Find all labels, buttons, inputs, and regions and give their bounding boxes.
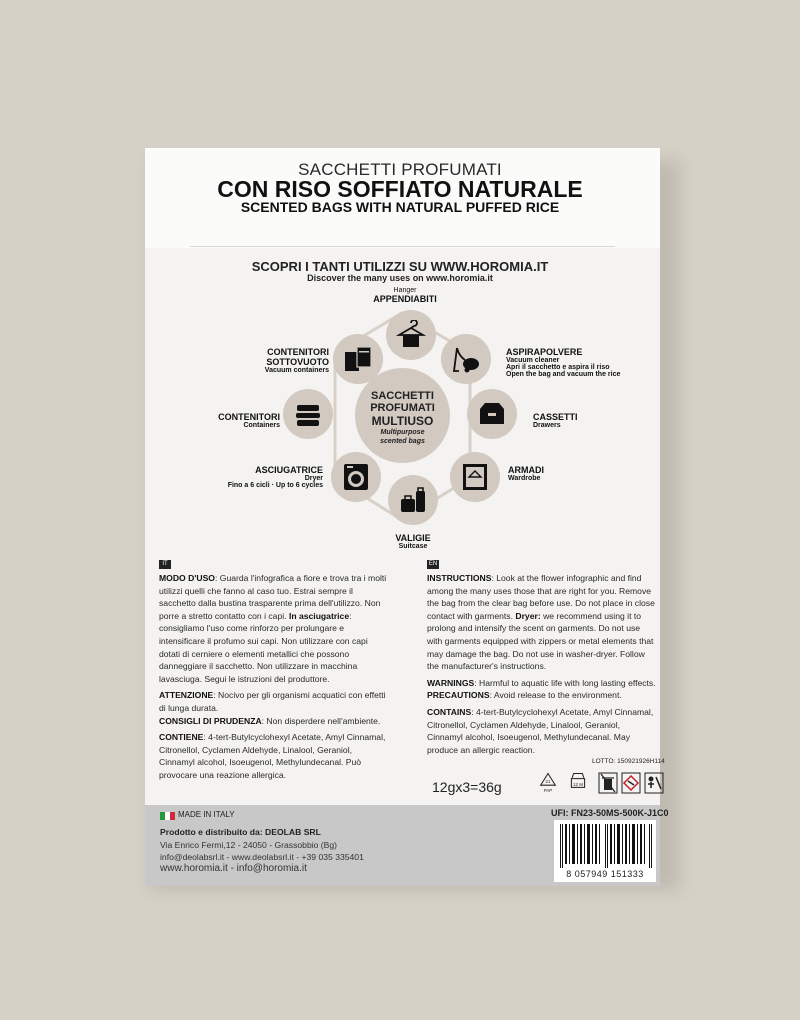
- header-subtitle: SCENTED BAGS WITH NATURAL PUFFED RICE: [240, 199, 560, 215]
- label-hanger-it: APPENDIABITI: [373, 294, 437, 304]
- label-wardrobe: [508, 465, 588, 482]
- label-vacuum-cleaner-note-en: Open the bag and vacuum the rice: [506, 371, 621, 378]
- vacuum-cleaner-icon: [451, 344, 481, 374]
- en-cont-label: CONTAINS: [427, 706, 472, 717]
- center-line-2: PROFUMATI: [370, 402, 435, 414]
- barcode-bars: [560, 824, 652, 868]
- italian-text-column: [159, 572, 389, 786]
- it-prud-label: CONSIGLI DI PRUDENZA: [159, 715, 262, 726]
- recycle-pap-icon: [536, 772, 560, 794]
- petal-hanger: [386, 310, 436, 360]
- en-instr-label: INSTRUCTIONS: [427, 573, 492, 583]
- center-circle: [355, 368, 450, 463]
- it-attenzione-paragraph: [159, 689, 389, 714]
- en-dryer-label: Dryer:: [515, 610, 541, 621]
- it-modo-paragraph: [159, 572, 389, 685]
- petal-containers: [283, 389, 333, 439]
- label-containers: [200, 412, 280, 429]
- label-containers-it: CONTENITORI: [218, 412, 280, 422]
- producer-label: Prodotto e distribuito da: DEOLAB SRL: [160, 827, 321, 837]
- center-sub-1: Multipurpose: [380, 429, 425, 436]
- en-warn: : Harmful to aquatic life with long lasting effects.: [474, 677, 656, 688]
- italy-flag-icon: [160, 812, 175, 820]
- barcode-digits: 8 057949 151333: [566, 869, 644, 879]
- label-vacuum-cleaner-it: ASPIRAPOLVERE: [506, 347, 583, 357]
- net-weight: 12gx3=36g: [432, 779, 502, 795]
- label-vacuum-cleaner-note-it: Apri il sacchetto e aspira il riso: [506, 364, 610, 371]
- recycle-number: 21: [545, 779, 551, 784]
- label-drawers: [533, 412, 613, 429]
- discover-subheading: Discover the many uses on www.horomia.it: [307, 273, 493, 283]
- label-suitcase-it: VALIGIE: [395, 533, 431, 543]
- it-modo-b: : consigliamo l'uso come rinforzo per prolungare e intensificare il profumo sui capi. Non utilizzare con capi dotati di cerniere o elementi metallici che possono danneggiare il sacchetto. Non utilizzare in macchina lavasciuga. Segui le istruzioni del produttore.: [159, 610, 368, 684]
- en-precautions-paragraph: [427, 689, 657, 702]
- pao-label: 12 M: [573, 781, 583, 787]
- it-modo-label: MODO D'USO: [159, 573, 215, 583]
- petal-vacuum-containers: [333, 334, 383, 384]
- center-sub-2: scented bags: [380, 438, 425, 445]
- en-badge: EN: [428, 561, 438, 567]
- label-vacuum-cleaner: [506, 347, 656, 378]
- label-dryer-en: Dryer: [304, 475, 323, 482]
- petal-vacuum-cleaner: [441, 334, 491, 384]
- drawer-icon: [477, 399, 507, 429]
- label-dryer-it: ASCIUGATRICE: [255, 465, 323, 475]
- ufi-code: UFI: FN23-50MS-500K-J1C0: [551, 808, 669, 818]
- en-prec-label: PRECAUTIONS: [427, 690, 490, 701]
- label-suitcase-en: Suitcase: [398, 543, 428, 550]
- label-dryer-note: Fino a 6 cicli · Up to 6 cycles: [227, 482, 323, 489]
- flap-fold-line: [190, 246, 615, 247]
- en-warnings-paragraph: [427, 677, 657, 690]
- en-contains-paragraph: [427, 706, 657, 756]
- producer-address: Via Enrico Fermi,12 - 24050 - Grassobbio (Bg): [160, 840, 338, 850]
- it-att: : Nocivo per gli organismi acquatici con effetti di lunga durata.: [159, 690, 386, 713]
- label-drawers-it: CASSETTI: [533, 412, 578, 422]
- en-warn-label: WARNINGS: [427, 677, 475, 688]
- it-modo-a: : Guarda l'infografica a fiore e trova tra i molti utilizzi quelli che fanno al caso tuo. Estrai sempre il sacchetto dalla bustina trasparente prima dell'utilizzo. Non porre a stretto contatto con i capi.: [159, 573, 387, 621]
- lot-number: LOTTO: 150921926H114: [592, 758, 665, 765]
- dryer-icon: [341, 462, 371, 492]
- label-drawers-en: Drawers: [533, 422, 561, 429]
- label-vacuum-containers: [228, 347, 329, 374]
- en-instr-a: : Look at the flower infographic and find among the many uses those that are right for you. Remove the bag from the clear bag before use. Do not place in close contact with garments.: [427, 573, 655, 621]
- horomia-web: www.horomia.it - info@horomia.it: [160, 863, 307, 874]
- petal-dryer: [331, 452, 381, 502]
- vacuum-bag-icon: [343, 344, 373, 374]
- it-prud: : Non disperdere nell'ambiente.: [261, 715, 381, 726]
- it-att-label: ATTENZIONE: [159, 690, 214, 701]
- en-cont: : 4-tert-Butylcyclohexyl Acetate, Amyl Cinnamal, Citronellol, Cyclamen Aldehyde, Linalool, Geraniol, Cinnamyl alcohol, Isoeugenol, Methylundecanal. May produce an allergic reaction.: [427, 706, 654, 755]
- producer-contacts: info@deolabsrl.it - www.deolabsrl.it - +39 035 335401: [160, 852, 364, 862]
- it-badge: IT: [159, 560, 171, 569]
- label-vacuum-containers-en: Vacuum containers: [264, 367, 329, 374]
- header-line-1: SACCHETTI PROFUMATI: [298, 160, 502, 179]
- it-cont: : 4-tert-Butylcyclohexyl Acetate, Amyl Cinnamal, Citronellol, Cyclamen Aldehyde, Linalool, Geraniol, Cinnamyl alcohol, Isoeugenol, Methylundecanal. Può provocare una reazione allergica.: [159, 732, 386, 780]
- hanger-icon: [396, 320, 426, 350]
- it-prudenza-paragraph: [159, 715, 389, 728]
- english-text-column: [427, 572, 657, 760]
- center-line-1: SACCHETTI: [371, 390, 434, 402]
- label-hanger-en: Hanger: [393, 287, 417, 294]
- label-vacuum-containers-it2: SOTTOVUOTO: [266, 357, 329, 367]
- petal-wardrobe: [450, 452, 500, 502]
- label-hanger: [360, 287, 450, 304]
- it-contiene-paragraph: [159, 731, 389, 781]
- label-vacuum-containers-it1: CONTENITORI: [267, 347, 329, 357]
- petal-suitcase: [388, 475, 438, 525]
- center-line-3: MULTIUSO: [371, 414, 434, 428]
- label-wardrobe-it: ARMADI: [508, 465, 544, 475]
- keep-away-children-icon: [644, 772, 664, 794]
- petal-drawers: [467, 389, 517, 439]
- wardrobe-icon: [460, 462, 490, 492]
- it-dryer-label: In asciugatrice: [288, 610, 350, 621]
- en-prec: : Avoid release to the environment.: [489, 690, 622, 701]
- barcode: [554, 820, 656, 882]
- label-containers-en: Containers: [243, 422, 280, 429]
- hazard-pictogram-icon: [621, 772, 641, 794]
- it-cont-label: CONTIENE: [159, 732, 204, 743]
- trash-bin-icon: [598, 772, 618, 794]
- en-instructions-paragraph: [427, 572, 657, 673]
- label-vacuum-cleaner-en: Vacuum cleaner: [506, 357, 560, 364]
- label-wardrobe-en: Wardrobe: [508, 475, 541, 482]
- label-suitcase: [373, 533, 453, 550]
- label-dryer: [200, 465, 323, 489]
- containers-icon: [293, 399, 323, 429]
- suitcase-icon: [398, 485, 428, 515]
- pao-jar-icon: [566, 772, 590, 794]
- en-instr-b: we recommend using it to prolong and intensify the scent on garments. Do not use with garments equipped with zippers or metal elements that may damage the bag. Do not use in washer-dryer. Follow the manufacturer's instructions.: [427, 610, 654, 672]
- made-in-italy: MADE IN ITALY: [178, 810, 235, 819]
- discover-heading: SCOPRI I TANTI UTILIZZI SU WWW.HOROMIA.IT: [251, 259, 549, 274]
- header-title: CON RISO SOFFIATO NATURALE: [217, 176, 583, 202]
- recycle-code: PAP: [543, 787, 553, 793]
